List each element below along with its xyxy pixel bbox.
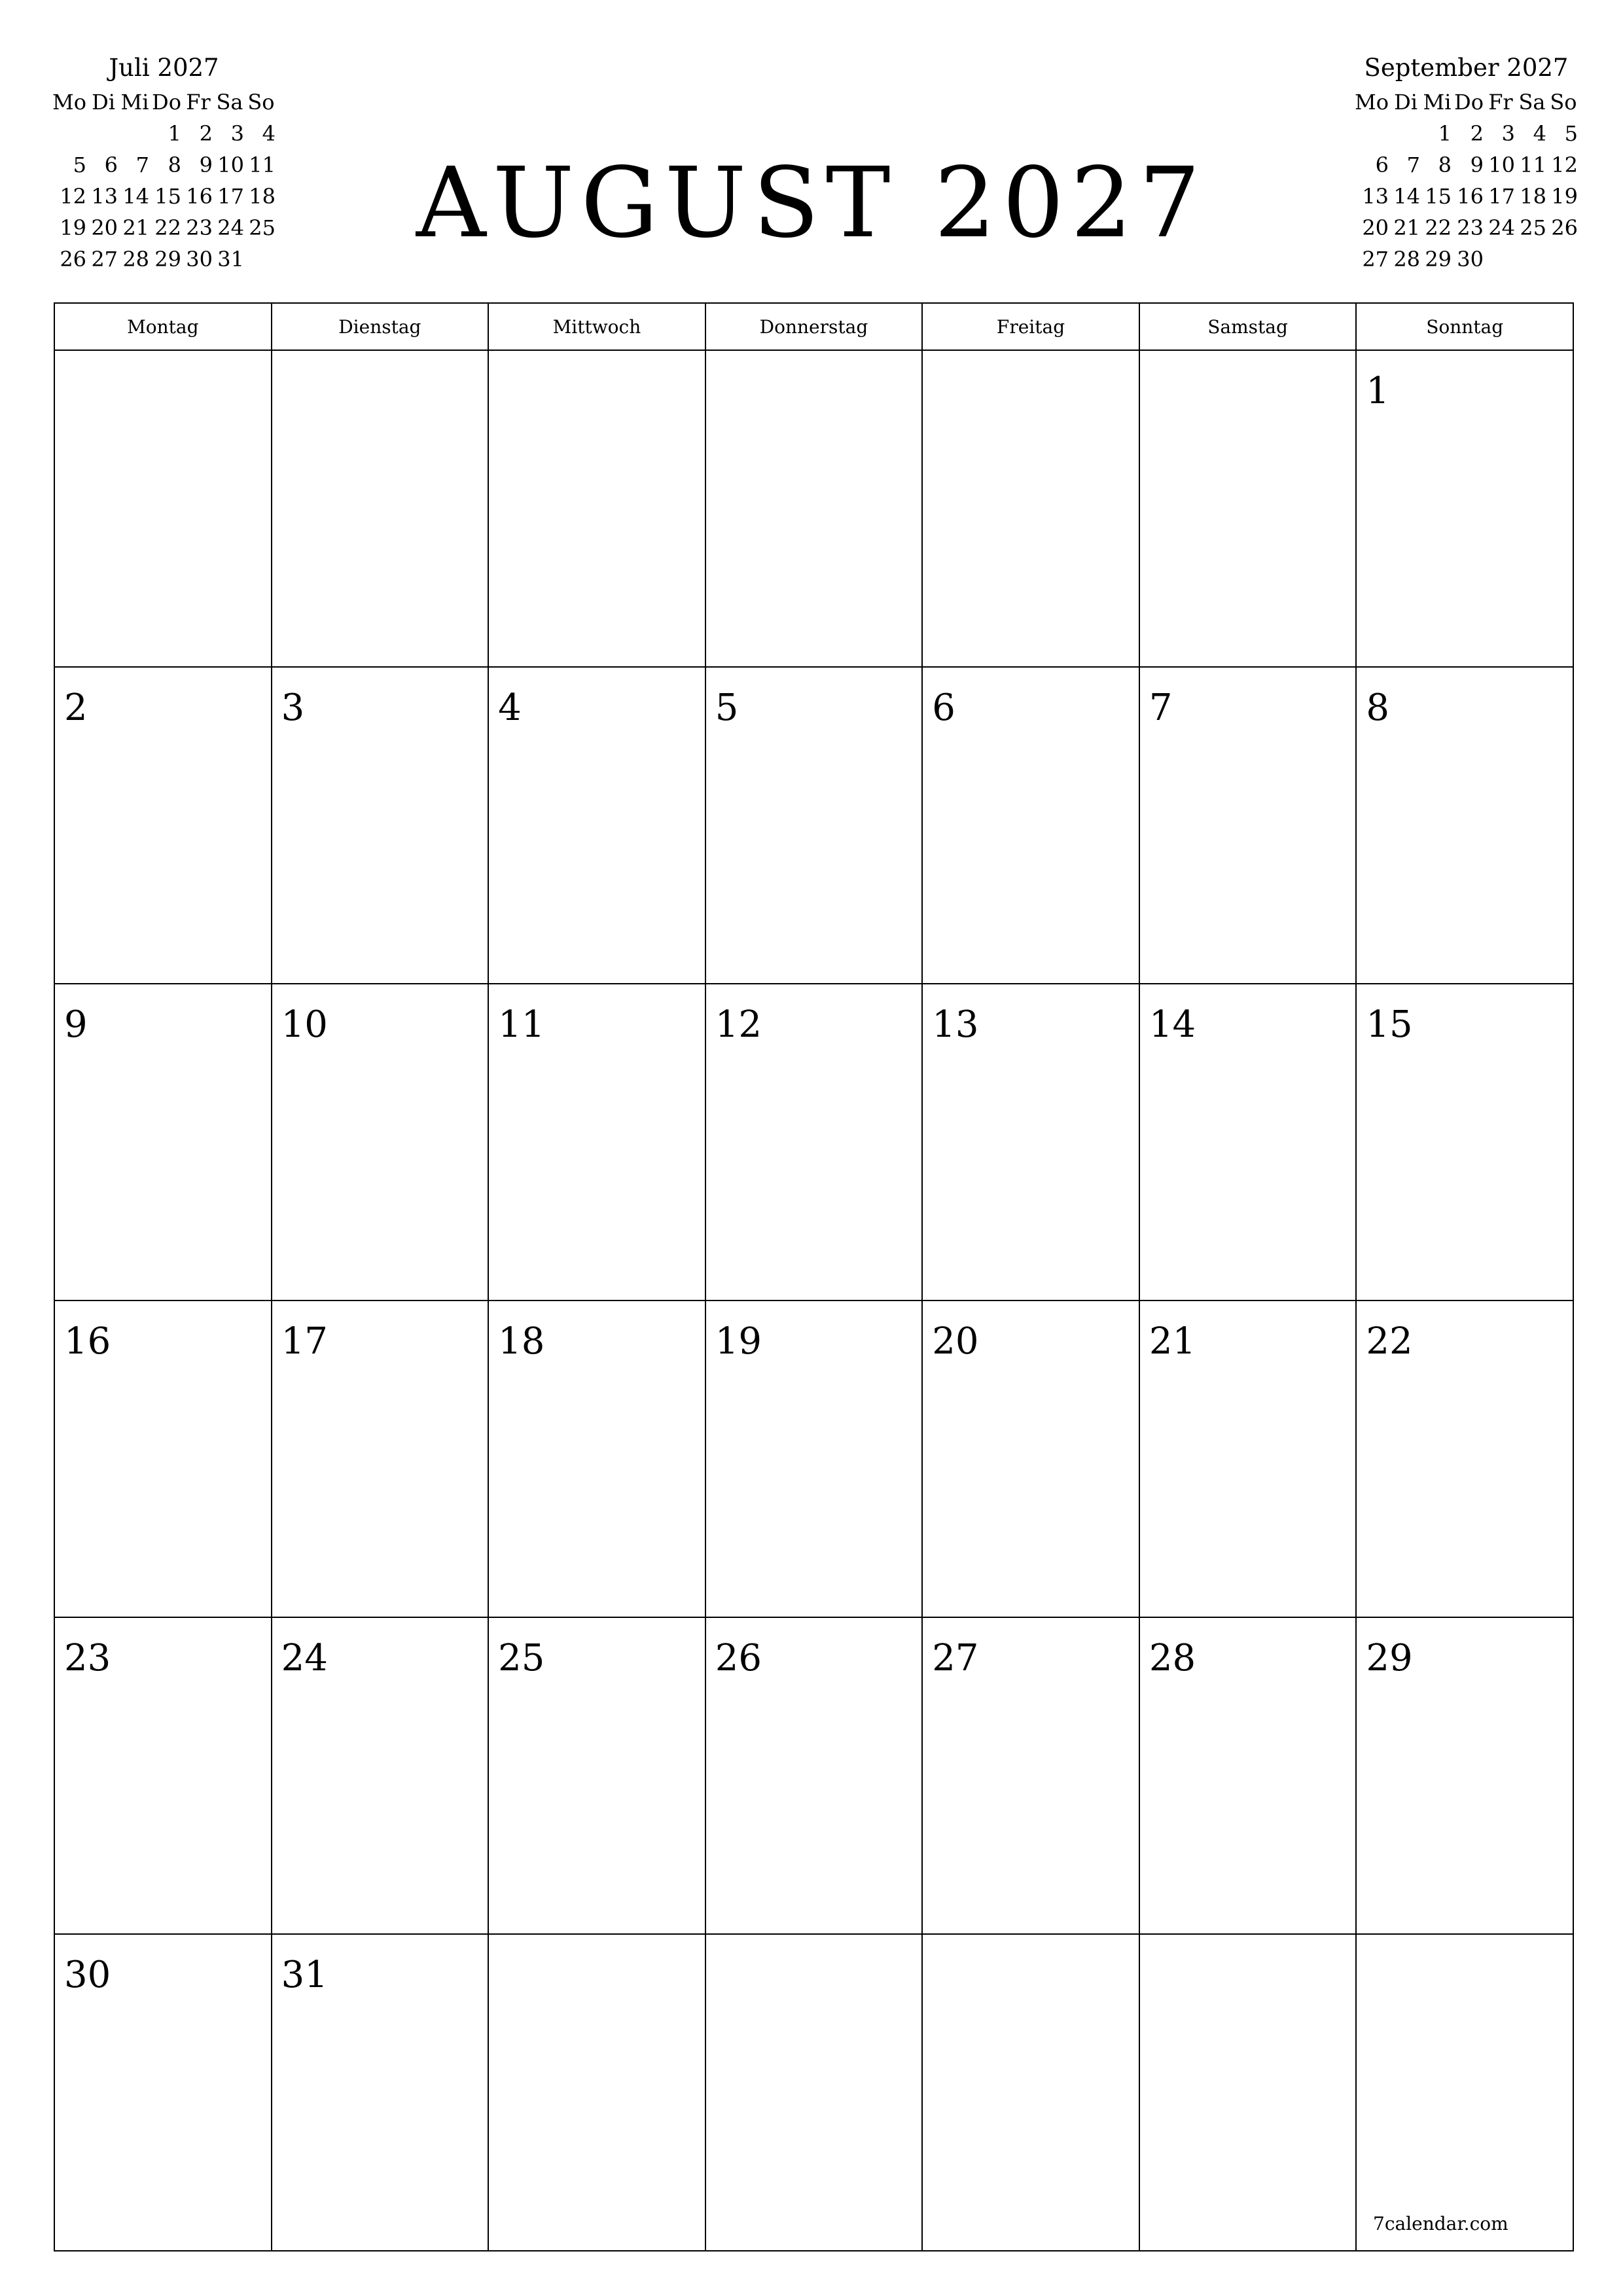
mini-day: 23 — [186, 215, 213, 240]
mini-weekday: Do — [152, 90, 181, 115]
mini-day: 20 — [91, 215, 118, 240]
mini-week-row — [1353, 212, 1579, 243]
mini-week-row — [51, 149, 277, 181]
mini-day: 30 — [1457, 247, 1484, 272]
day-cell — [1356, 1934, 1573, 2251]
day-cell — [705, 350, 923, 667]
week-row — [54, 350, 1573, 667]
day-cell — [54, 984, 272, 1300]
day-number: 9 — [64, 1003, 88, 1046]
mini-weekday: Mo — [52, 90, 87, 115]
mini-day — [1516, 243, 1548, 275]
mini-weekday: So — [1550, 90, 1577, 115]
month-grid — [54, 302, 1574, 2251]
mini-day: 24 — [217, 215, 244, 240]
day-cell — [1356, 984, 1573, 1300]
day-number: 30 — [64, 1954, 111, 1996]
mini-day: 17 — [217, 184, 244, 209]
day-number: 3 — [281, 687, 305, 729]
mini-day: 16 — [186, 184, 213, 209]
day-number: 13 — [932, 1003, 979, 1046]
mini-week-row — [1353, 118, 1579, 149]
day-cell — [488, 1934, 705, 2251]
day-number: 5 — [715, 687, 739, 729]
mini-weekday: Fr — [186, 90, 211, 115]
day-cell — [705, 1300, 923, 1617]
mini-day — [51, 118, 88, 149]
mini-day — [245, 243, 277, 275]
mini-day: 2 — [199, 121, 213, 146]
day-cell — [922, 1300, 1139, 1617]
mini-day: 31 — [217, 247, 244, 272]
mini-week-row — [51, 118, 277, 149]
day-number: 26 — [715, 1637, 762, 1679]
mini-day: 3 — [230, 121, 244, 146]
day-number: 27 — [932, 1637, 979, 1679]
mini-day: 28 — [1393, 247, 1421, 272]
mini-day: 1 — [168, 121, 181, 146]
mini-day — [1485, 243, 1516, 275]
day-number — [55, 351, 271, 370]
week-row — [54, 667, 1573, 984]
day-number — [1357, 1935, 1573, 1954]
mini-day: 7 — [1406, 152, 1421, 177]
mini-day: 15 — [154, 184, 181, 209]
mini-day: 8 — [1438, 152, 1452, 177]
day-cell — [54, 1300, 272, 1617]
mini-day — [119, 118, 151, 149]
day-cell — [272, 1617, 489, 1934]
mini-week-row — [1353, 181, 1579, 212]
weekday-header-row — [54, 303, 1573, 350]
mini-week-row — [51, 243, 277, 275]
day-cell — [1139, 1300, 1357, 1617]
mini-day: 23 — [1457, 215, 1484, 240]
day-cell — [54, 1934, 272, 2251]
mini-day: 4 — [1533, 121, 1546, 146]
mini-day: 19 — [1551, 184, 1578, 209]
mini-day: 4 — [262, 121, 276, 146]
mini-day: 29 — [154, 247, 181, 272]
day-number: 31 — [281, 1954, 328, 1996]
mini-day: 14 — [1393, 184, 1421, 209]
day-number — [923, 351, 1139, 370]
weekday-header: Freitag — [922, 303, 1139, 350]
mini-day: 22 — [1425, 215, 1452, 240]
mini-day: 8 — [168, 152, 181, 177]
day-number — [1140, 1935, 1356, 1954]
mini-day: 5 — [73, 152, 87, 177]
mini-day: 29 — [1425, 247, 1452, 272]
mini-day: 13 — [1362, 184, 1389, 209]
mini-day: 6 — [104, 152, 118, 177]
day-number: 20 — [932, 1320, 979, 1363]
mini-day — [1353, 118, 1390, 149]
mini-weekday: Di — [92, 90, 115, 115]
day-number: 4 — [498, 687, 522, 729]
day-number: 25 — [498, 1637, 545, 1679]
mini-day: 11 — [1520, 152, 1546, 177]
day-number: 21 — [1149, 1320, 1196, 1363]
day-number: 17 — [281, 1320, 328, 1363]
mini-week-row — [51, 212, 277, 243]
day-cell — [1139, 350, 1357, 667]
day-number: 22 — [1366, 1320, 1413, 1363]
day-cell — [54, 1617, 272, 1934]
day-number: 16 — [64, 1320, 111, 1363]
mini-day: 3 — [1501, 121, 1515, 146]
day-number: 11 — [498, 1003, 545, 1046]
day-number — [706, 351, 922, 370]
weekday-header: Dienstag — [272, 303, 489, 350]
day-number — [1140, 351, 1356, 370]
day-number: 19 — [715, 1320, 762, 1363]
mini-day: 27 — [91, 247, 118, 272]
day-cell — [272, 350, 489, 667]
mini-calendar-prev — [51, 50, 277, 275]
mini-day: 10 — [217, 152, 244, 177]
weekday-header: Sonntag — [1356, 303, 1573, 350]
day-cell — [922, 1617, 1139, 1934]
weekday-header: Montag — [54, 303, 272, 350]
mini-calendar-table — [1353, 86, 1579, 275]
mini-day: 22 — [154, 215, 181, 240]
mini-weekday: Sa — [216, 90, 243, 115]
day-cell — [1356, 350, 1573, 667]
mini-week-row — [1353, 149, 1579, 181]
day-cell — [1356, 1300, 1573, 1617]
mini-day: 14 — [122, 184, 150, 209]
mini-day: 5 — [1564, 121, 1578, 146]
mini-day: 25 — [1520, 215, 1546, 240]
mini-weekday: Mi — [120, 90, 149, 115]
day-number: 7 — [1149, 687, 1173, 729]
day-cell — [1139, 1617, 1357, 1934]
week-row — [54, 1617, 1573, 1934]
site-credit: 7calendar.com — [1373, 2213, 1508, 2234]
mini-day: 13 — [91, 184, 118, 209]
mini-calendar-next — [1353, 50, 1579, 275]
week-row — [54, 1300, 1573, 1617]
mini-day: 7 — [135, 152, 150, 177]
page-title: AUGUST 2027 — [416, 147, 1207, 259]
mini-day: 21 — [122, 215, 150, 240]
day-number: 29 — [1366, 1637, 1413, 1679]
mini-day: 30 — [186, 247, 213, 272]
mini-week-row — [51, 181, 277, 212]
day-cell — [488, 984, 705, 1300]
mini-calendar-title: September 2027 — [1364, 54, 1569, 82]
mini-day: 1 — [1438, 121, 1452, 146]
day-number: 15 — [1366, 1003, 1413, 1046]
day-cell — [922, 984, 1139, 1300]
day-cell — [488, 1300, 705, 1617]
day-number: 2 — [64, 687, 88, 729]
day-cell — [488, 1617, 705, 1934]
mini-day: 21 — [1393, 215, 1421, 240]
day-cell — [272, 984, 489, 1300]
mini-day — [88, 118, 119, 149]
mini-day: 12 — [60, 184, 87, 209]
mini-weekday: Fr — [1488, 90, 1513, 115]
mini-day — [1390, 118, 1421, 149]
mini-weekday: Sa — [1518, 90, 1546, 115]
week-row — [54, 984, 1573, 1300]
mini-day: 28 — [122, 247, 150, 272]
mini-day: 18 — [249, 184, 276, 209]
day-number: 10 — [281, 1003, 328, 1046]
weekday-header: Mittwoch — [488, 303, 705, 350]
mini-weekday: Di — [1394, 90, 1418, 115]
mini-day: 15 — [1425, 184, 1452, 209]
mini-day: 12 — [1551, 152, 1578, 177]
mini-day: 6 — [1375, 152, 1389, 177]
day-number: 23 — [64, 1637, 111, 1679]
day-cell — [922, 667, 1139, 984]
day-cell — [705, 1934, 923, 2251]
day-cell — [272, 1300, 489, 1617]
day-number: 14 — [1149, 1003, 1196, 1046]
mini-day: 26 — [60, 247, 87, 272]
mini-day: 18 — [1520, 184, 1546, 209]
day-cell — [272, 1934, 489, 2251]
mini-day: 26 — [1551, 215, 1578, 240]
mini-calendar-table — [51, 86, 277, 275]
day-number — [272, 351, 488, 370]
mini-day: 11 — [249, 152, 276, 177]
day-cell — [705, 667, 923, 984]
mini-day: 24 — [1488, 215, 1515, 240]
mini-day: 9 — [1470, 152, 1484, 177]
day-number: 6 — [932, 687, 955, 729]
day-cell — [54, 350, 272, 667]
day-cell — [1356, 1617, 1573, 1934]
day-cell — [705, 1617, 923, 1934]
day-number — [923, 1935, 1139, 1954]
mini-weekday: Mi — [1423, 90, 1452, 115]
day-cell — [488, 667, 705, 984]
mini-day: 16 — [1457, 184, 1484, 209]
day-cell — [922, 350, 1139, 667]
day-number — [489, 1935, 705, 1954]
day-number: 18 — [498, 1320, 545, 1363]
day-cell — [1356, 667, 1573, 984]
mini-weekday: Mo — [1355, 90, 1389, 115]
day-number: 12 — [715, 1003, 762, 1046]
day-cell — [1139, 1934, 1357, 2251]
mini-day: 10 — [1488, 152, 1515, 177]
day-number: 1 — [1366, 370, 1390, 412]
day-cell — [272, 667, 489, 984]
mini-calendar-title: Juli 2027 — [109, 54, 219, 82]
mini-day: 20 — [1362, 215, 1389, 240]
day-cell — [54, 667, 272, 984]
day-number: 24 — [281, 1637, 328, 1679]
mini-weekday: Do — [1454, 90, 1484, 115]
day-number: 8 — [1366, 687, 1390, 729]
day-cell — [1139, 984, 1357, 1300]
mini-day: 27 — [1362, 247, 1389, 272]
day-number — [706, 1935, 922, 1954]
mini-day: 25 — [249, 215, 276, 240]
day-cell — [488, 350, 705, 667]
day-number: 28 — [1149, 1637, 1196, 1679]
weekday-header: Samstag — [1139, 303, 1357, 350]
mini-day: 17 — [1488, 184, 1515, 209]
mini-week-row — [1353, 243, 1579, 275]
week-row — [54, 1934, 1573, 2251]
day-cell — [1139, 667, 1357, 984]
weekday-header: Donnerstag — [705, 303, 923, 350]
mini-day — [1548, 243, 1579, 275]
day-cell — [705, 984, 923, 1300]
mini-weekday: So — [247, 90, 275, 115]
day-number — [489, 351, 705, 370]
mini-day: 19 — [60, 215, 87, 240]
mini-day: 2 — [1470, 121, 1484, 146]
day-cell — [922, 1934, 1139, 2251]
mini-day: 9 — [199, 152, 213, 177]
